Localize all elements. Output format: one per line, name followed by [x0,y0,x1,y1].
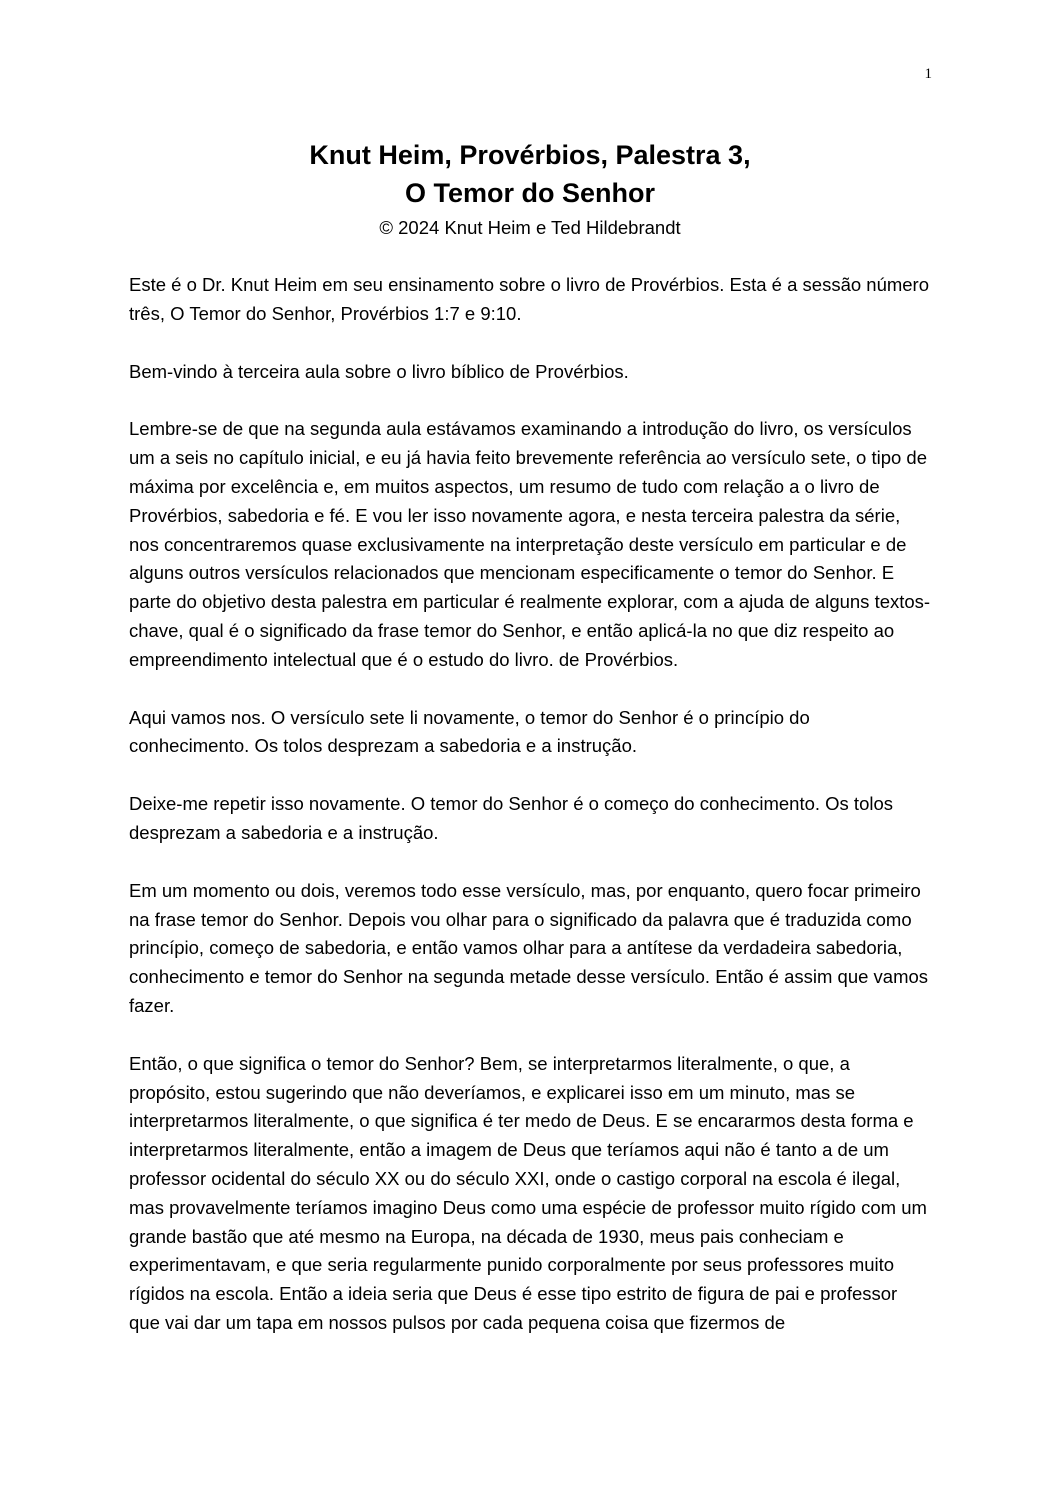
paragraph: Bem-vindo à terceira aula sobre o livro bíblico de Provérbios. [129,360,629,382]
title-block [130,136,930,241]
paragraph: Deixe-me repetir isso novamente. O temor do Senhor é o começo do conhecimento. Os tolos desprezam a sabedoria e a instrução. [129,793,894,843]
paragraph: Aqui vamos nos. O versículo sete li novamente, o temor do Senhor é o princípio do conhecimento. Os tolos desprezam a sabedoria e a instrução. [129,706,810,757]
paragraph: Em um momento ou dois, veremos todo esse versículo, mas, por enquanto, quero focar primeiro na frase temor do Senhor. Depois vou olhar para o significado da palavra que é traduzida como princípio, começo de sabedoria, e então vamos olhar para a antítese da verdadeira sabedoria, conhecimento e temor do Senhor na segunda metade desse versículo. Então é assim que vamos fazer. [129,879,929,1016]
document-body [129,271,931,1367]
page-number: 1 [924,66,932,82]
page-title: Knut Heim, Provérbios, Palestra 3, [309,140,751,170]
copyright-notice: © 2024 Knut Heim e Ted Hildebrandt [379,217,681,238]
paragraph: Lembre-se de que na segunda aula estávamos examinando a introdução do livro, os versículos um a seis no capítulo inicial, e eu já havia feito brevemente referência ao versículo sete, o tipo de máxima por excelência e, em muitos aspectos, um resumo de tudo com relação a o livro de Provérbios, sabedoria e fé. E vou ler isso novamente agora, e nesta terceira palestra da série, nos concentraremos quase exclusivamente na interpretação deste versículo em particular e de alguns outros versículos relacionados que mencionam especificamente o temor do Senhor. E parte do objetivo desta palestra em particular é realmente explorar, com a ajuda de alguns textos-chave, qual é o significado da frase temor do Senhor, e então aplicá-la no que diz respeito ao empreendimento intelectual que é o estudo do livro. de Provérbios. [129,418,931,670]
paragraph: Então, o que significa o temor do Senhor? Bem, se interpretarmos literalmente, o que, a propósito, estou sugerindo que não deveríamos, e explicarei isso em um minuto, mas se interpretarmos literalmente, o que significa é ter medo de Deus. E se encararmos desta forma e interpretarmos literalmente, então a imagem de Deus que teríamos aqui não é tanto a de um professor ocidental do século XX ou do século XXI, onde o castigo corporal na escola é ilegal, mas provavelmente teríamos imagino Deus como uma espécie de professor muito rígido com um grande bastão que até mesmo na Europa, na década de 1930, meus pais conheciam e experimentavam, e que seria regularmente punido corporalmente por seus professores muito rígidos na escola. Então a ideia seria que Deus é esse tipo estrito de figura de pai e professor que vai dar um tapa em nossos pulsos por cada pequena coisa que fizermos de [129,1052,927,1333]
page-subtitle: O Temor do Senhor [404,178,655,208]
paragraph: Este é o Dr. Knut Heim em seu ensinamento sobre o livro de Provérbios. Esta é a sessão número três, O Temor do Senhor, Provérbios 1:7 e 9:10. [129,274,930,324]
